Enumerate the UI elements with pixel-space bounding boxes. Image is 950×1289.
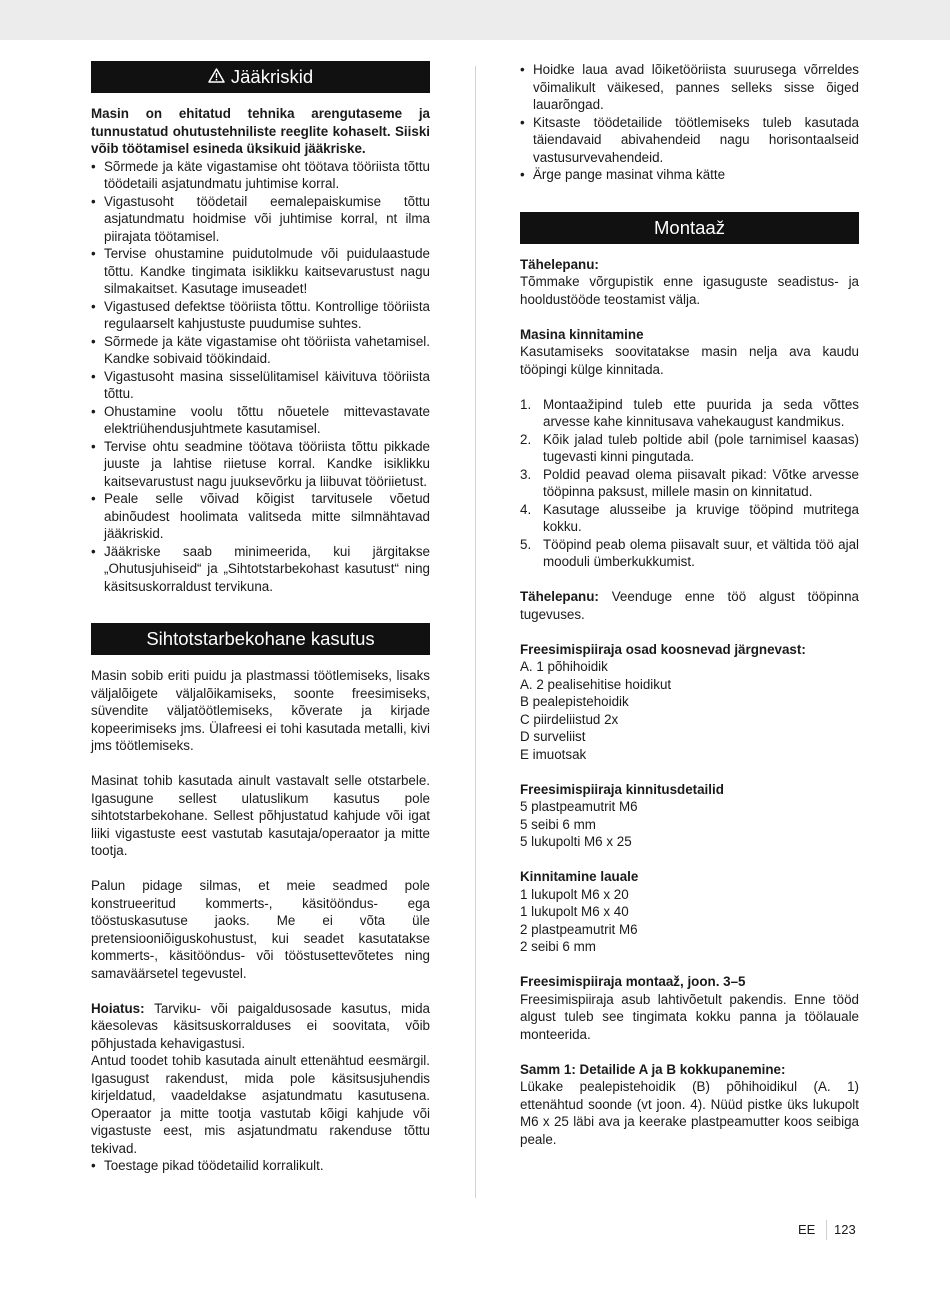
- footer-separator: [826, 1220, 827, 1240]
- step1-label: Samm 1: Detailide A ja B kokkupanemine:: [520, 1061, 786, 1077]
- step1-text: Lükake pealepistehoidik (B) põhihoidikul (A. 1) ettenähtud soonde (vt joon. 4). Nüüd pistke üks lukupolt M6 x 25 läbi ava ja keerake plastpeamutter koos seibiga peale.: [520, 1079, 859, 1147]
- left-column: [91, 61, 430, 1175]
- residual-risks-heading: Jääkriskid: [91, 61, 430, 93]
- list-item: 5. Tööpind peab olema piisavalt suur, et vältida töö ajal mooduli ümberkukkumist.: [520, 536, 859, 569]
- list-item: 5 lukupolti M6 x 25: [520, 834, 632, 849]
- list-item: 2 seibi 6 mm: [520, 939, 596, 954]
- top-bullets: [520, 61, 859, 184]
- list-item: • Kitsaste töödetailide töötlemiseks tuleb kasutada täiendavaid abivahendeid nagu horisontaalseid vastusurvevahendeid.: [520, 114, 859, 167]
- use-paragraph-2: Masinat tohib kasutada ainult vastavalt selle otstarbele. Igasugune sellest ulatuslikum kasutus pole sihtotstarbekohane. Sellest põhjustatud kahjude või igat liiki vigastuste eest vastutab kasutaja/operaator ja mitte tootja.: [91, 773, 430, 858]
- use-paragraph-4: Antud toodet tohib kasutada ainult ettenähtud eesmärgil. Igasugust rakendust, mida pole käsitsusjuhendis kirjeldatud, vaadeldakse asjatundmatu kasutusena. Operaator ja mitte tootja vastutab kõigi kahjude või vigastuste eest, mis asjatundmatu rakenduse tõttu tekivad.: [91, 1053, 430, 1156]
- list-item: • Jääkriske saab minimeerida, kui järgitakse „Ohutusjuhiseid“ ja „Sihtotstarbekohast kasutust“ ning käsitsuskorraldust tervikuna.: [91, 543, 430, 596]
- page-number: 123: [834, 1222, 856, 1237]
- warning-paragraph: [91, 1000, 430, 1053]
- list-item: 1. Montaažipind tuleb ette puurida ja seda võttes arvesse kahe kinnitusava vahekaugust kandmikus.: [520, 396, 859, 429]
- list-item: • Tervise ohustamine puidutolmude või puidulaastude tõttu. Kandke tingimata isiklikku kaitsevarustust nagu silmakaitset. Kasutage imuseadet!: [91, 245, 430, 298]
- list-item: • Peale selle võivad kõigist tarvitusele võetud abinõudest hoolimata valitseda mitte silmnähtavad jääkriskid.: [91, 490, 430, 543]
- column-divider: [475, 66, 476, 1198]
- list-item: 2 plastpeamutrit M6: [520, 921, 638, 937]
- fix-label: Freesimispiiraja kinnitusdetailid: [520, 781, 724, 797]
- list-item: 3. Poldid peavad olema piisavalt pikad: Võtke arvesse tööpinna paksust, millele masin on kinnitatud.: [520, 466, 859, 499]
- top-band: [0, 0, 950, 40]
- risks-list: [91, 158, 430, 596]
- list-item: • Vigastusoht töödetail eemalepaiskumise tõttu asjatundmatu hoidmise või juhtimise korral, nt ilma piirajata töötamisel.: [91, 193, 430, 246]
- mount-steps: [520, 396, 859, 571]
- list-item: 2. Kõik jalad tuleb poltide abil (pole tarnimisel kaasas) tugevasti kinni pingutada.: [520, 431, 859, 464]
- warning-text: Tarviku- või paigaldusosade kasutus, mida käesolevas käsitsuskorralduses ei soovitata, võib põhjustada kehavigastusi.: [91, 1000, 430, 1051]
- list-item: • Ohustamine voolu tõttu nõuetele mittevastavate elektriühendusjuhtmete kasutamisel.: [91, 403, 430, 438]
- note2-label: Tähelepanu:: [520, 589, 599, 604]
- list-item: 5 plastpeamutrit M6: [520, 799, 638, 814]
- parts-label: Freesimispiiraja osad koosnevad järgnevast:: [520, 641, 806, 657]
- intended-use-heading: Sihtotstarbekohane kasutus: [91, 623, 430, 655]
- list-item: A. 1 põhihoidik: [520, 659, 608, 674]
- mount-text: Kasutamiseks soovitatakse masin nelja ava kaudu tööpingi külge kinnitada.: [520, 344, 859, 377]
- use-paragraph-3: Palun pidage silmas, et meie seadmed pole konstrueeritud kommerts-, käsitööndus- ega tööstuskasutuse jaoks. Me ei võta üle pretensiooniõiguskohustust, kui seadet kasutatakse kommerts-, käsitööndus- või tööstusettevõtetes ning samaväärsetel tegevustel.: [91, 878, 430, 981]
- list-item: • Hoidke laua avad lõiketööriista suurusega võrreldes võimalikult väikesed, pannes selleks sisse õiged lauarõngad.: [520, 61, 859, 114]
- right-column: [520, 61, 859, 1148]
- list-item: • Vigastused defektse tööriista tõttu. Kontrollige tööriista regulaarselt kahjustuste puudumise suhtes.: [91, 298, 430, 333]
- language-code: EE: [798, 1222, 816, 1237]
- table-list: [520, 886, 859, 956]
- list-item: • Toestage pikad töödetailid korralikult.: [91, 1157, 430, 1175]
- list-item: 5 seibi 6 mm: [520, 816, 596, 832]
- list-item: • Ärge pange masinat vihma kätte: [520, 166, 859, 184]
- use-bullets: [91, 1157, 430, 1175]
- list-item: A. 2 pealisehitise hoidikut: [520, 676, 672, 692]
- list-item: • Sõrmede ja käte vigastamise oht tööriista vahetamisel. Kandke sobivaid töökindaid.: [91, 333, 430, 368]
- list-item: • Vigastusoht masina sisselülitamisel käivituva tööriista tõttu.: [91, 368, 430, 403]
- router-text: Freesimispiiraja asub lahtivõetult pakendis. Enne tööd algust tuleb see tingimata kokku panna ja töölauale monteerida.: [520, 991, 859, 1042]
- list-item: 1 lukupolt M6 x 40: [520, 904, 629, 919]
- router-label: Freesimispiiraja montaaž, joon. 3–5: [520, 974, 746, 989]
- list-item: C piirdeliistud 2x: [520, 711, 619, 727]
- mount-label: Masina kinnitamine: [520, 326, 644, 342]
- use-paragraph-1: Masin sobib eriti puidu ja plastmassi töötlemiseks, lisaks väljalõigete väljalõikamiseks, soonte freesimiseks, süvendite väljatöötlemiseks, kõverate ja kirjade kopeerimiseks jms. Ülafreesi ei tohi kasutada metalli, kivi jms töötlemiseks.: [91, 668, 430, 753]
- list-item: 1 lukupolt M6 x 20: [520, 886, 629, 902]
- parts-list: [520, 658, 859, 763]
- note1-text: Tõmmake võrgupistik enne igasuguste seadistus- ja hooldustööde teostamist välja.: [520, 274, 859, 307]
- note2-text: Veenduge enne töö algust tööpinna tugevuses.: [520, 589, 859, 622]
- fix-list: [520, 798, 859, 851]
- warning-triangle-icon: [208, 61, 225, 93]
- warning-label: Hoiatus:: [91, 1000, 145, 1016]
- list-item: • Tervise ohtu seadmine töötava tööriista tõttu pikkade juuste ja lahtise riietuse korral. Kandke isiklikku kaitsevarustust nagu juuksevõrku ja liibuvat tööriietust.: [91, 438, 430, 491]
- list-item: B pealepistehoidik: [520, 694, 629, 709]
- note2-paragraph: [520, 588, 859, 623]
- note1-label: Tähelepanu:: [520, 256, 599, 272]
- risks-intro: Masin on ehitatud tehnika arengutaseme ja tunnustatud ohutustehniliste reeglite kohaselt. Siiski võib töötamisel esineda üksikuid jääkriske.: [91, 106, 430, 156]
- list-item: E imuotsak: [520, 746, 587, 762]
- list-item: 4. Kasutage alusseibe ja kruvige tööpind mutritega kokku.: [520, 501, 859, 534]
- assembly-heading: Montaaž: [520, 212, 859, 244]
- list-item: D surveliist: [520, 729, 586, 744]
- table-label: Kinnitamine lauale: [520, 869, 639, 884]
- list-item: • Sõrmede ja käte vigastamise oht töötava tööriista tõttu töödetaili asjatundmatu juhtimise korral.: [91, 158, 430, 193]
